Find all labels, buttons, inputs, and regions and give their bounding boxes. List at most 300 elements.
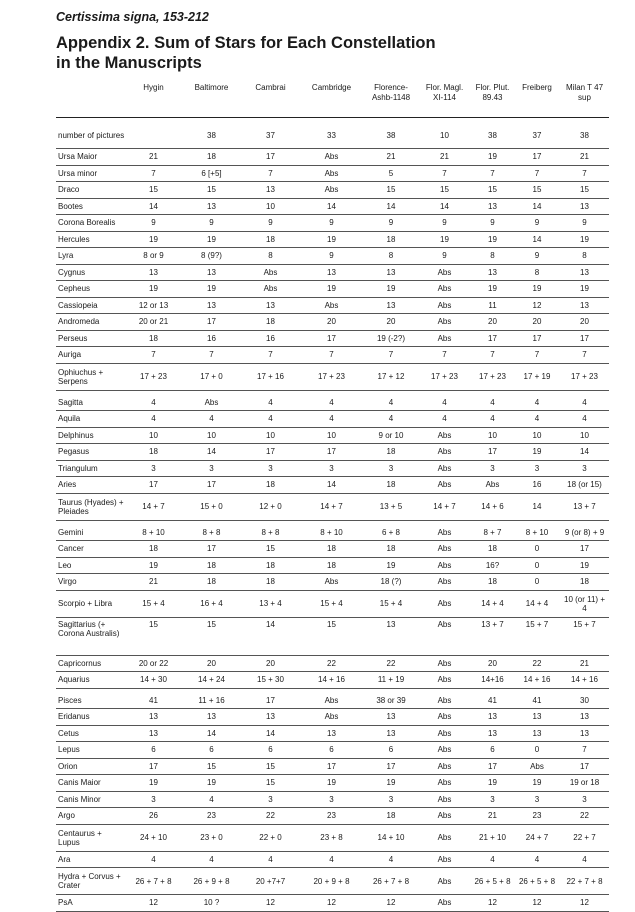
star-count-cell: 14 + 7	[126, 493, 181, 520]
constellation-name: Canis Minor	[56, 791, 126, 808]
star-count-cell: 21	[364, 149, 418, 166]
star-count-cell: 13	[126, 264, 181, 281]
table-row	[56, 791, 609, 808]
star-count-cell: 10	[242, 198, 299, 215]
star-count-cell: Abs	[418, 557, 471, 574]
constellation-name: Cygnus	[56, 264, 126, 281]
star-count-cell: 8	[560, 248, 609, 265]
constellation-name: Ursa Maior	[56, 149, 126, 166]
star-count-cell: Abs	[418, 688, 471, 709]
constellation-name: Cassiopeia	[56, 297, 126, 314]
constellation-name: Delphinus	[56, 427, 126, 444]
column-header: Cambridge	[299, 80, 364, 118]
star-count-cell: 20	[181, 655, 242, 672]
star-count-cell: 10	[514, 427, 560, 444]
star-count-cell: 14 + 16	[514, 672, 560, 689]
star-count-cell: 13	[364, 264, 418, 281]
constellation-name: PsA	[56, 895, 126, 912]
star-count-cell: 14	[126, 198, 181, 215]
star-count-cell: 26 + 7 + 8	[364, 868, 418, 895]
star-count-cell: Abs	[242, 264, 299, 281]
star-count-cell: 22	[364, 655, 418, 672]
star-count-cell: 38	[560, 118, 609, 149]
star-count-cell: 4	[418, 390, 471, 411]
star-count-cell: Abs	[418, 725, 471, 742]
star-count-cell: 18	[364, 444, 418, 461]
star-count-cell: Abs	[418, 477, 471, 494]
star-count-cell: 21	[560, 149, 609, 166]
star-count-cell: 18	[126, 330, 181, 347]
table-row	[56, 709, 609, 726]
star-count-cell: 3	[126, 791, 181, 808]
star-count-cell: 4	[181, 411, 242, 428]
star-count-cell: 6	[471, 742, 514, 759]
star-count-cell: 13	[126, 709, 181, 726]
star-count-cell: 17 + 16	[242, 363, 299, 390]
star-count-cell: Abs	[418, 655, 471, 672]
star-count-cell: 15	[181, 758, 242, 775]
star-count-cell: 18 (?)	[364, 574, 418, 591]
star-count-cell: 14	[560, 444, 609, 461]
star-count-cell: 15	[181, 617, 242, 655]
star-count-cell: 14+16	[471, 672, 514, 689]
star-count-cell: 19	[181, 775, 242, 792]
table-row	[56, 775, 609, 792]
constellation-name: Eridanus	[56, 709, 126, 726]
star-count-cell: 8 + 10	[299, 520, 364, 541]
star-count-cell: 6	[126, 742, 181, 759]
star-count-cell: 13	[471, 725, 514, 742]
table-row	[56, 411, 609, 428]
star-count-cell: 19	[418, 231, 471, 248]
star-count-cell: 9	[181, 215, 242, 232]
star-count-cell: 18	[126, 444, 181, 461]
star-count-cell: 4	[364, 411, 418, 428]
star-count-cell: 38	[471, 118, 514, 149]
star-count-cell: 18 (or 15)	[560, 477, 609, 494]
star-count-cell: 5	[364, 165, 418, 182]
star-count-cell: 19	[471, 231, 514, 248]
star-count-cell: 15	[299, 617, 364, 655]
star-count-cell: 13	[560, 297, 609, 314]
title-line-1: Appendix 2. Sum of Stars for Each Constellation	[56, 34, 436, 52]
star-count-cell: 18	[126, 541, 181, 558]
star-count-cell: 19	[181, 231, 242, 248]
star-count-cell: 6	[242, 742, 299, 759]
star-count-cell: 12	[364, 895, 418, 912]
star-count-cell: 9	[418, 248, 471, 265]
star-count-cell: 9	[418, 215, 471, 232]
star-count-cell: 13 + 7	[471, 617, 514, 655]
star-count-cell: 18	[364, 231, 418, 248]
star-count-cell: 10	[418, 118, 471, 149]
star-count-cell: 3	[126, 460, 181, 477]
star-count-cell: 16?	[471, 557, 514, 574]
star-count-cell: 26 + 5 + 8	[471, 868, 514, 895]
star-count-cell: 3	[299, 791, 364, 808]
star-count-cell: Abs	[471, 477, 514, 494]
star-count-cell: 12 or 13	[126, 297, 181, 314]
star-count-cell: 0	[514, 557, 560, 574]
star-count-cell: 3	[181, 460, 242, 477]
star-count-cell: 15	[242, 758, 299, 775]
table-row	[56, 330, 609, 347]
constellation-name: Corona Borealis	[56, 215, 126, 232]
star-count-cell: 13	[364, 617, 418, 655]
star-count-cell: 26 + 7 + 8	[126, 868, 181, 895]
table-row	[56, 725, 609, 742]
star-count-cell: 8 + 7	[471, 520, 514, 541]
constellation-name: Virgo	[56, 574, 126, 591]
star-count-cell: 12	[242, 895, 299, 912]
star-count-cell: Abs	[299, 297, 364, 314]
table-row	[56, 742, 609, 759]
star-count-cell: Abs	[418, 895, 471, 912]
star-count-cell: 13	[514, 725, 560, 742]
star-count-cell: Abs	[418, 281, 471, 298]
star-count-cell: 17 + 23	[418, 363, 471, 390]
star-count-cell: 11 + 19	[364, 672, 418, 689]
table-row	[56, 314, 609, 331]
star-count-cell: 17	[126, 758, 181, 775]
constellation-name: Sagittarius (+ Corona Australis)	[56, 617, 126, 655]
table-row	[56, 297, 609, 314]
star-count-cell: Abs	[299, 165, 364, 182]
star-count-cell: Abs	[418, 264, 471, 281]
star-count-cell: 13	[560, 709, 609, 726]
star-count-cell: Abs	[418, 427, 471, 444]
star-count-cell: 19	[514, 775, 560, 792]
table-row	[56, 231, 609, 248]
running-head: Certissima signa, 153-212	[56, 10, 209, 24]
star-count-cell: Abs	[418, 868, 471, 895]
table-row	[56, 688, 609, 709]
star-count-cell: 0	[514, 574, 560, 591]
star-count-cell: 9	[514, 248, 560, 265]
table-row	[56, 460, 609, 477]
page-title	[56, 33, 596, 73]
star-count-cell: 7	[560, 165, 609, 182]
star-count-cell: 9	[364, 215, 418, 232]
star-count-cell: 19	[299, 281, 364, 298]
star-count-cell: 17 + 23	[471, 363, 514, 390]
star-count-cell: 9 (or 8) + 9	[560, 520, 609, 541]
star-count-cell: 24 + 10	[126, 824, 181, 851]
star-count-cell: Abs	[418, 444, 471, 461]
star-count-cell: 19	[181, 281, 242, 298]
star-count-cell: 7	[242, 165, 299, 182]
star-count-cell: Abs	[242, 281, 299, 298]
star-count-cell: 13	[181, 297, 242, 314]
star-count-cell: 17	[299, 758, 364, 775]
star-count-cell: 13	[471, 709, 514, 726]
star-count-cell: Abs	[418, 791, 471, 808]
star-count-cell: 4	[471, 390, 514, 411]
star-count-cell: 13	[471, 198, 514, 215]
star-count-cell: 18	[299, 557, 364, 574]
star-count-cell: 22	[242, 808, 299, 825]
star-count-cell: 17	[560, 758, 609, 775]
star-count-cell: 13	[299, 725, 364, 742]
star-count-cell: 17	[299, 330, 364, 347]
star-count-cell: 19	[514, 281, 560, 298]
table-row	[56, 493, 609, 520]
star-count-cell: 4	[181, 851, 242, 868]
star-count-cell: 3	[242, 791, 299, 808]
star-count-cell: 22 + 0	[242, 824, 299, 851]
star-count-cell: 7	[514, 347, 560, 364]
constellation-name: Capricornus	[56, 655, 126, 672]
star-count-cell: Abs	[418, 851, 471, 868]
table-row	[56, 655, 609, 672]
star-count-cell: 13 + 7	[560, 493, 609, 520]
star-count-cell: 22	[514, 655, 560, 672]
star-count-cell: 4	[471, 411, 514, 428]
star-count-cell: 13	[560, 264, 609, 281]
constellation-name: Gemini	[56, 520, 126, 541]
star-count-cell: 15 + 0	[181, 493, 242, 520]
star-count-cell: 38	[364, 118, 418, 149]
star-count-cell: 13	[181, 709, 242, 726]
star-count-cell: Abs	[514, 758, 560, 775]
star-count-cell: 14	[364, 198, 418, 215]
star-count-cell: 21	[471, 808, 514, 825]
star-count-cell: Abs	[418, 742, 471, 759]
star-count-cell: 12	[514, 895, 560, 912]
star-count-cell: 4	[514, 411, 560, 428]
star-count-cell: Abs	[181, 390, 242, 411]
constellation-name: Pisces	[56, 688, 126, 709]
star-count-cell: 10	[299, 427, 364, 444]
star-count-cell: 6	[299, 742, 364, 759]
star-count-cell: 17	[242, 688, 299, 709]
table-row	[56, 808, 609, 825]
star-count-cell: 19	[126, 775, 181, 792]
star-count-cell: 13	[364, 709, 418, 726]
column-header: Flor. Magl. XI-114	[418, 80, 471, 118]
star-count-cell: 17	[471, 758, 514, 775]
star-count-cell: 3	[471, 791, 514, 808]
star-count-cell: 7	[418, 165, 471, 182]
constellation-name: Aries	[56, 477, 126, 494]
star-count-cell: 4	[126, 851, 181, 868]
star-count-cell: 21 + 10	[471, 824, 514, 851]
star-count-cell: Abs	[418, 590, 471, 617]
star-count-cell: 14 + 10	[364, 824, 418, 851]
star-count-cell: 23	[299, 808, 364, 825]
star-count-cell: 14	[299, 477, 364, 494]
star-count-cell: 37	[242, 118, 299, 149]
star-count-cell: 4	[299, 390, 364, 411]
star-count-cell: 20 or 21	[126, 314, 181, 331]
constellation-name: Draco	[56, 182, 126, 199]
star-count-cell: 17	[181, 541, 242, 558]
star-count-cell: 18	[181, 574, 242, 591]
star-count-cell: 15 + 4	[364, 590, 418, 617]
constellation-name: Argo	[56, 808, 126, 825]
star-count-cell: 4	[242, 851, 299, 868]
star-count-cell: 14	[514, 493, 560, 520]
star-count-cell: 8 (9?)	[181, 248, 242, 265]
star-count-cell: 8 + 8	[242, 520, 299, 541]
star-count-cell: 15	[418, 182, 471, 199]
table-row	[56, 149, 609, 166]
star-count-cell: 17 + 19	[514, 363, 560, 390]
star-count-cell: 6	[364, 742, 418, 759]
star-count-cell: 8 + 10	[514, 520, 560, 541]
constellation-name: Perseus	[56, 330, 126, 347]
table-row	[56, 851, 609, 868]
star-count-cell: 13	[364, 725, 418, 742]
star-count-cell: 4	[181, 791, 242, 808]
column-header: Florence- Ashb-1148	[364, 80, 418, 118]
star-count-cell: 16 + 4	[181, 590, 242, 617]
star-count-cell: 23 + 8	[299, 824, 364, 851]
star-count-cell: 23 + 0	[181, 824, 242, 851]
table-row	[56, 758, 609, 775]
constellation-name: Lepus	[56, 742, 126, 759]
star-count-cell: 37	[514, 118, 560, 149]
star-count-cell: Abs	[418, 297, 471, 314]
star-count-cell: 10	[242, 427, 299, 444]
star-count-cell: 18	[242, 231, 299, 248]
star-count-cell: 19	[471, 775, 514, 792]
star-count-cell: 9	[242, 215, 299, 232]
table-row	[56, 617, 609, 655]
constellation-name: Hercules	[56, 231, 126, 248]
star-count-cell: 14 + 16	[560, 672, 609, 689]
star-count-cell: 23	[181, 808, 242, 825]
star-count-cell: 10	[471, 427, 514, 444]
star-count-cell: 13	[242, 297, 299, 314]
star-count-cell: 10	[560, 427, 609, 444]
star-count-cell: 3	[364, 460, 418, 477]
star-count-cell: Abs	[418, 709, 471, 726]
star-count-cell: 15	[181, 182, 242, 199]
star-count-cell: Abs	[418, 330, 471, 347]
constellation-name: Canis Maior	[56, 775, 126, 792]
star-count-cell: 17	[181, 477, 242, 494]
constellation-name: Pegasus	[56, 444, 126, 461]
table-row	[56, 477, 609, 494]
star-count-cell: 17 + 23	[126, 363, 181, 390]
star-count-cell: 17	[514, 149, 560, 166]
table-row	[56, 118, 609, 149]
star-count-cell: 16	[242, 330, 299, 347]
star-count-cell: 14	[242, 617, 299, 655]
star-count-cell: 15	[364, 182, 418, 199]
star-count-cell: 4	[418, 411, 471, 428]
star-count-cell: 38 or 39	[364, 688, 418, 709]
star-count-cell: 7	[364, 347, 418, 364]
star-count-cell: 19 (-2?)	[364, 330, 418, 347]
table-row	[56, 182, 609, 199]
table-row	[56, 672, 609, 689]
constellation-name: Aquarius	[56, 672, 126, 689]
star-count-cell: 13	[299, 264, 364, 281]
star-count-cell: 4	[560, 851, 609, 868]
star-count-cell: Abs	[418, 672, 471, 689]
star-count-cell: 19	[560, 281, 609, 298]
star-count-cell: 7	[126, 347, 181, 364]
star-count-cell: 19	[560, 557, 609, 574]
star-count-cell	[126, 118, 181, 149]
star-count-cell: 15 + 30	[242, 672, 299, 689]
star-count-cell: 3	[471, 460, 514, 477]
star-count-cell: 18	[242, 314, 299, 331]
star-count-cell: 20 +7+7	[242, 868, 299, 895]
star-count-cell: 19	[471, 149, 514, 166]
star-count-cell: 19	[126, 231, 181, 248]
star-count-cell: 3	[364, 791, 418, 808]
star-count-cell: 8 + 8	[181, 520, 242, 541]
star-count-cell: 12	[514, 297, 560, 314]
star-count-cell: 20	[560, 314, 609, 331]
star-count-cell: 26 + 9 + 8	[181, 868, 242, 895]
star-count-cell: Abs	[418, 460, 471, 477]
star-count-cell: 14 + 30	[126, 672, 181, 689]
star-count-cell: 14 + 7	[418, 493, 471, 520]
star-count-cell: 15 + 7	[514, 617, 560, 655]
star-count-cell: Abs	[418, 824, 471, 851]
star-count-cell: 13	[560, 725, 609, 742]
star-count-cell: 0	[514, 541, 560, 558]
star-count-cell: 20	[514, 314, 560, 331]
star-count-cell: 4	[299, 851, 364, 868]
star-count-cell: 7	[242, 347, 299, 364]
star-count-cell: Abs	[418, 520, 471, 541]
table-row	[56, 520, 609, 541]
star-count-cell: 13 + 4	[242, 590, 299, 617]
star-count-cell: 18	[364, 477, 418, 494]
star-count-cell: 30	[560, 688, 609, 709]
star-count-cell: 13	[471, 264, 514, 281]
star-count-cell: 14 + 6	[471, 493, 514, 520]
star-count-cell: 22 + 7	[560, 824, 609, 851]
star-count-cell: Abs	[418, 758, 471, 775]
star-count-cell: 16	[181, 330, 242, 347]
table-row	[56, 868, 609, 895]
star-count-cell: 17	[560, 330, 609, 347]
star-count-cell: 19	[364, 775, 418, 792]
star-count-cell: 15	[126, 182, 181, 199]
star-count-cell: 4	[514, 390, 560, 411]
constellation-name: Lyra	[56, 248, 126, 265]
star-count-cell: 20 or 22	[126, 655, 181, 672]
star-count-cell: 4	[126, 411, 181, 428]
constellation-name: Orion	[56, 758, 126, 775]
star-count-cell: 3	[242, 460, 299, 477]
constellation-name: Scorpio + Libra	[56, 590, 126, 617]
table-row	[56, 165, 609, 182]
star-count-cell: 26	[126, 808, 181, 825]
star-count-cell: 7	[299, 347, 364, 364]
star-count-cell: 22 + 7 + 8	[560, 868, 609, 895]
star-count-cell: 18	[181, 557, 242, 574]
star-count-cell: 13	[242, 182, 299, 199]
table-row	[56, 281, 609, 298]
star-count-cell: Abs	[418, 574, 471, 591]
star-count-cell: 15	[514, 182, 560, 199]
star-count-cell: 9	[514, 215, 560, 232]
star-count-cell: 17	[364, 758, 418, 775]
star-count-cell: 13	[364, 297, 418, 314]
star-count-cell: 19	[364, 281, 418, 298]
constellation-name: Cepheus	[56, 281, 126, 298]
star-count-cell: 4	[514, 851, 560, 868]
star-count-cell: 14	[181, 444, 242, 461]
star-count-cell: 8	[364, 248, 418, 265]
